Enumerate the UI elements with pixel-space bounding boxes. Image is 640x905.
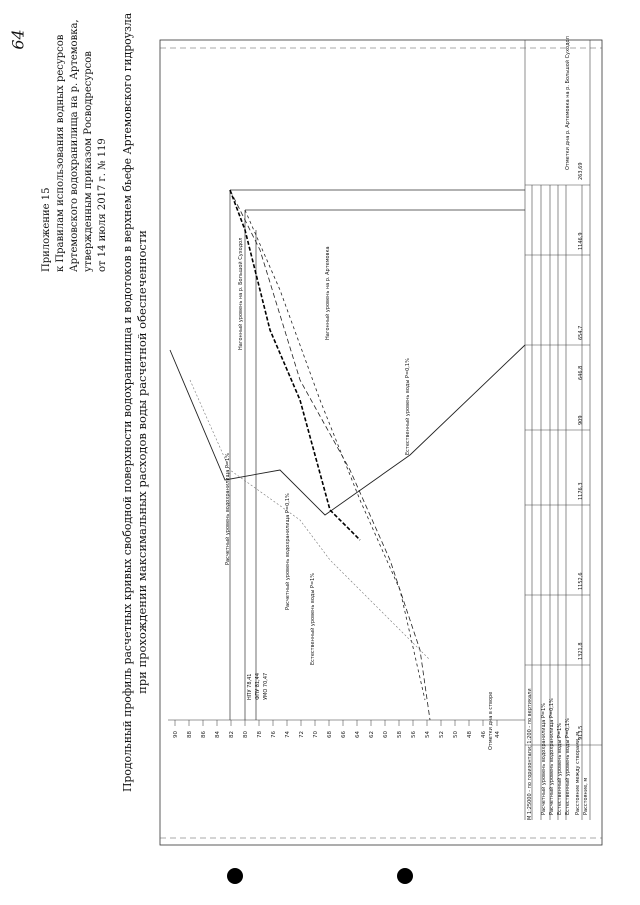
binding-hole-2 xyxy=(397,868,413,884)
axis-tick-label: 58 xyxy=(397,731,403,738)
reservoir-level-1pct xyxy=(245,210,425,700)
axis-tick-label: 70 xyxy=(313,731,319,738)
right-note: Отметки дна р. Артемовка на р. Большой Суходол xyxy=(565,36,571,170)
axis-tick-label: 84 xyxy=(215,731,221,738)
title-line-1: Продольный профиль расчетных кривых свободной поверхности водохранилища и водотоков в верхнем бьефе Артемовского гидроузла xyxy=(121,12,134,792)
header-line-2: к Правилам использования водных ресурсов xyxy=(55,34,66,272)
bottom-note: Отметки дна в створе xyxy=(488,691,494,750)
distance-value: 1176,3 xyxy=(578,482,584,500)
axis-tick-label: 88 xyxy=(187,731,193,738)
distance-value: 913,5 xyxy=(578,725,584,740)
axis-tick-label: 54 xyxy=(425,731,431,738)
page-number: 64 xyxy=(8,29,28,50)
curve-label-2: Расчетный уровень водохранилища Р=0,1% xyxy=(285,493,291,610)
axis-tick-label: 72 xyxy=(299,731,305,738)
axis-ticks xyxy=(173,720,501,738)
axis-tick-label: 64 xyxy=(355,731,361,738)
header-line-4: утвержденным приказом Росводресурсов xyxy=(83,51,94,272)
axis-tick-label: 74 xyxy=(285,731,291,738)
axis-tick-label: 56 xyxy=(411,731,417,738)
curve-label-4: Естественный уровень воды Р=0,1% xyxy=(405,358,411,455)
distance-value: 909 xyxy=(578,415,584,425)
header-line-1: Приложение 15 xyxy=(41,187,52,272)
axis-tick-label: 86 xyxy=(201,731,207,738)
axis-tick-label: 46 xyxy=(481,731,487,738)
binding-hole-1 xyxy=(227,868,243,884)
drawing-frame xyxy=(160,40,602,845)
axis-tick-label: 76 xyxy=(271,731,277,738)
axis-tick-label: 50 xyxy=(453,731,459,738)
table-row-label-1: Расчетный уровень водохранилища Р=1% xyxy=(541,702,547,815)
curve-label-5: Нагонный уровень на р. Большой Суходол xyxy=(238,237,244,350)
distance-value: 263,69 xyxy=(578,162,584,180)
level-label-npu: НПУ 78,41 xyxy=(247,673,253,700)
level-label-umo: УМО 70,47 xyxy=(263,672,269,700)
level-label-fpu: ФПУ 81,44 xyxy=(255,672,261,700)
axis-tick-label: 66 xyxy=(341,731,347,738)
distance-value: 1152,6 xyxy=(578,572,584,590)
table-row-label-4: Естественный уровень воды Р=0,1% xyxy=(565,718,571,815)
distance-value: 1146,9 xyxy=(578,232,584,250)
distance-value: 654,7 xyxy=(578,325,584,340)
distance-value: 1321,8 xyxy=(578,642,584,660)
data-table-grid xyxy=(525,40,602,820)
table-row-label-3: Естественный уровень воды Р=1% xyxy=(557,722,563,815)
axis-tick-label: 48 xyxy=(467,731,473,738)
axis-tick-label: 52 xyxy=(439,731,445,738)
curve-label-1: Расчетный уровень водохранилища Р=1% xyxy=(225,452,231,565)
title-line-2: при прохождении максимальных расходов воды расчетной обеспеченности xyxy=(135,230,149,694)
axis-tick-label: 62 xyxy=(369,731,375,738)
curve-label-6: Нагонный уровень на р. Артемовка xyxy=(325,246,331,340)
level-lines xyxy=(230,190,525,720)
table-row-label-6: Расстояние, м xyxy=(583,777,589,815)
axis-tick-label: 78 xyxy=(257,731,263,738)
natural-level-1pct xyxy=(170,345,525,515)
header-line-3: Артемовского водохранилища на р. Артемовка, xyxy=(69,19,80,272)
curve-label-3: Естественный уровень воды Р=1% xyxy=(310,572,316,665)
table-row-label-2: Расчетный уровень водохранилища Р=0,1% xyxy=(549,698,555,815)
table-row-label-5: Расстояние между створами, м xyxy=(575,732,581,815)
header-line-5: от 14 июля 2017 г. № 119 xyxy=(97,138,108,272)
axis-tick-label: 60 xyxy=(383,731,389,738)
axis-tick-label: 44 xyxy=(495,731,501,738)
axis-tick-label: 80 xyxy=(243,731,249,738)
axis-tick-label: 82 xyxy=(229,731,235,738)
axis-tick-label: 90 xyxy=(173,731,179,738)
axis-tick-label: 68 xyxy=(327,731,333,738)
scale-label: М 1:25000 - по горизонтали; 1:200 - по вертикали xyxy=(527,688,533,820)
distance-value: 646,8 xyxy=(578,365,584,380)
